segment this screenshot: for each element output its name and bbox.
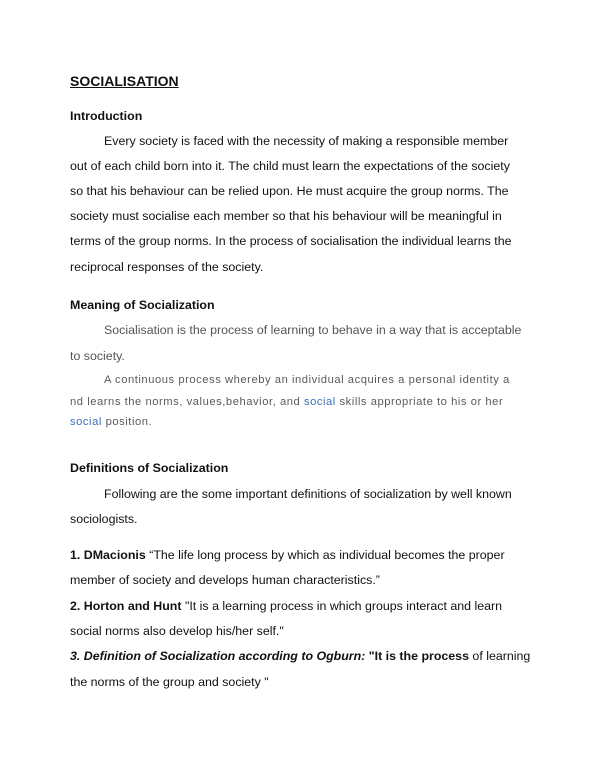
definition-1-line-1 [70, 547, 505, 563]
definitions-intro-line-1: Following are the some important definitions of socialization by well known [104, 487, 512, 501]
definition-3-line-2: the norms of the group and society " [70, 675, 269, 689]
definition-3-line-1 [70, 648, 530, 664]
definition-2-line-1 [70, 598, 502, 614]
definition-2-label: 2. Horton and Hunt [70, 599, 182, 613]
meaning-quote-line-3 [70, 414, 152, 430]
social-link[interactable]: social [70, 416, 102, 428]
meaning-heading: Meaning of Socialization [70, 298, 215, 312]
definition-1-label: 1. DMacionis [70, 548, 146, 562]
intro-line-3: so that his behaviour can be relied upon. He must acquire the group norms. The [70, 184, 509, 198]
introduction-heading: Introduction [70, 109, 143, 123]
intro-line-1: Every society is faced with the necessity of making a responsible member [104, 134, 509, 148]
definition-1-text: “The life long process by which as individual becomes the proper [145, 548, 505, 562]
definition-2-line-2: social norms also develop his/her self." [70, 624, 284, 638]
definition-3-text: of learning [468, 649, 531, 663]
intro-line-2: out of each child born into it. The child must learn the expectations of the society [70, 159, 510, 173]
quote-text: position. [101, 416, 153, 428]
meaning-quote-line-2 [70, 394, 503, 410]
meaning-line-2: to society. [70, 349, 125, 363]
intro-line-5: terms of the group norms. In the process of socialisation the individual learns the [70, 234, 512, 248]
quote-text: skills appropriate to his or her [335, 396, 504, 408]
meaning-line-1: Socialisation is the process of learning to behave in a way that is acceptable [104, 323, 522, 337]
definition-3-bold-text: "It is the process [365, 649, 469, 663]
definition-1-line-2: member of society and develops human characteristics.” [70, 573, 380, 587]
quote-text: nd learns the norms, values,behavior, and [70, 396, 304, 408]
intro-line-6: reciprocal responses of the society. [70, 260, 264, 274]
definitions-intro-line-2: sociologists. [70, 512, 138, 526]
definition-2-text: "It is a learning process in which groups interact and learn [181, 599, 503, 613]
definition-3-label: 3. Definition of Socialization according to Ogburn: [70, 649, 366, 663]
social-link[interactable]: social [303, 396, 336, 408]
document-title: SOCIALISATION [70, 73, 179, 89]
definitions-heading: Definitions of Socialization [70, 461, 229, 475]
meaning-quote-line-1: A continuous process whereby an individual acquires a personal identity a [104, 374, 510, 386]
intro-line-4: society must socialise each member so that his behaviour will be meaningful in [70, 209, 502, 223]
